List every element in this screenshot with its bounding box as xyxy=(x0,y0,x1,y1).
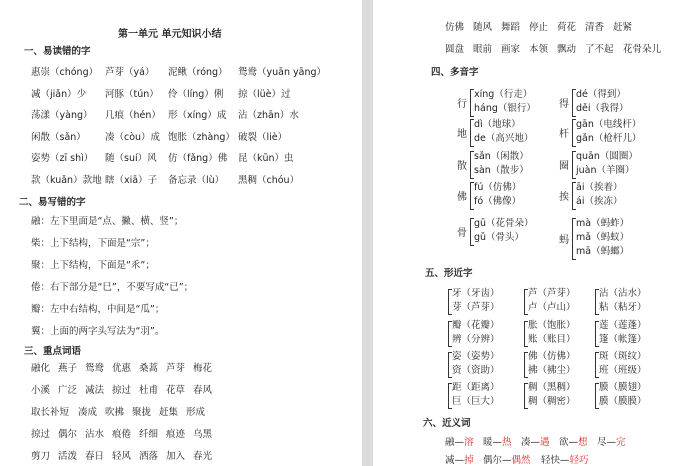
pinyin-item: 形（xíng）成 xyxy=(168,110,227,121)
vocab-word: 仿佛 xyxy=(445,22,465,33)
note-line: 聚：上下结构，下面是“乑”； xyxy=(31,260,155,271)
similar-char: 篷（帐篷） xyxy=(599,334,647,345)
dash: — xyxy=(454,455,465,466)
similar-char: 瓣（花瓣） xyxy=(452,320,500,331)
pinyin-reading: sàn（散步） xyxy=(474,165,529,176)
pinyin-item: 昆（kūn）虫 xyxy=(238,153,294,164)
pinyin-reading: xíng（行走） xyxy=(474,89,533,100)
dash: — xyxy=(502,455,512,466)
section-heading-1: 一、易读错的字 xyxy=(24,46,91,57)
polyphone-char: 骨 xyxy=(457,228,467,239)
page-title: 第一单元 单元知识小结 xyxy=(118,29,222,40)
synonym-a: 偶尔 xyxy=(483,455,503,466)
section-heading-4: 四、多音字 xyxy=(431,67,479,78)
pinyin-readings xyxy=(576,150,638,178)
pinyin-readings xyxy=(576,181,622,209)
vocab-word: 鸳鸯 xyxy=(85,363,105,374)
synonym-a: 轻快 xyxy=(541,455,561,466)
similar-char: 距（距离） xyxy=(452,382,500,393)
pinyin-item: 河豚（tún） xyxy=(105,88,159,100)
pinyin-reading: gān（电线杆） xyxy=(576,119,642,130)
pinyin-item: 饱胀（zhàng） xyxy=(168,131,235,143)
vocab-word: 芦芽 xyxy=(166,363,186,374)
pinyin-reading: ái（挨冻） xyxy=(576,196,623,207)
vocab-word: 偶尔 xyxy=(58,429,78,440)
similar-pair xyxy=(599,350,647,378)
similar-pair xyxy=(528,287,576,315)
synonym-pair xyxy=(445,455,474,466)
note-line: 翼：上面的两字头写法为“羽”。 xyxy=(31,326,165,337)
vocab-word: 停止 xyxy=(529,22,549,33)
vocab-word: 眼前 xyxy=(473,44,493,55)
pinyin-item: 破裂（liè） xyxy=(238,131,288,143)
vocab-word: 花草 xyxy=(166,385,186,396)
pinyin-reading: děi（我得） xyxy=(576,103,629,114)
pinyin-item: 芦芽（yá） xyxy=(105,67,155,78)
pinyin-reading: dì（地球） xyxy=(474,119,521,130)
vocab-word: 桑蒿 xyxy=(139,363,159,374)
similar-pair xyxy=(528,350,576,378)
vocab-word: 痕倦 xyxy=(112,429,132,440)
synonym-b: 轻巧 xyxy=(569,455,589,466)
vocab-word: 舞蹈 xyxy=(501,22,521,33)
pinyin-reading: mǎ（蚂蚁） xyxy=(576,232,630,243)
similar-char: 巨（巨大） xyxy=(452,396,500,407)
similar-pair xyxy=(452,381,500,409)
pinyin-item: 闲散（sǎn） xyxy=(31,131,86,143)
pinyin-item: 黑稠（chóu） xyxy=(238,174,300,186)
similar-char: 膜（膜翅） xyxy=(599,382,647,393)
pinyin-item: 随（suí）风 xyxy=(105,153,157,164)
vocab-word: 轻风 xyxy=(112,451,132,462)
vocab-word: 本领 xyxy=(529,44,549,55)
note-line: 倦：右下部分是“巳”，不要写成“已”； xyxy=(31,282,194,293)
pinyin-item: 荡漾（yàng） xyxy=(31,110,93,121)
vocab-word: 取长补短 xyxy=(31,407,70,418)
pinyin-reading: gū（花骨朵） xyxy=(474,218,534,229)
vocab-word: 纤细 xyxy=(139,429,159,440)
similar-char: 账（账目） xyxy=(528,334,576,345)
pinyin-item: 姿势（zī shì） xyxy=(31,153,94,164)
pinyin-item: 备忘录（lù） xyxy=(168,174,225,186)
synonym-pair xyxy=(541,455,589,466)
pinyin-item: 沾（zhān）水 xyxy=(238,110,299,121)
section-heading-6: 六、近义词 xyxy=(423,418,471,429)
pinyin-readings xyxy=(474,118,533,146)
similar-char: 粘（粘牙） xyxy=(599,302,647,313)
synonym-pair xyxy=(483,437,512,449)
pinyin-reading: sǎn（闲散） xyxy=(474,151,529,162)
similar-char: 芦（芦芽） xyxy=(528,288,576,299)
pinyin-readings xyxy=(576,88,629,116)
pinyin-item: 仿（fǎng）佛 xyxy=(168,153,228,164)
vocab-word: 沾水 xyxy=(85,429,105,440)
pinyin-item: 瞎（xiā）子 xyxy=(105,174,158,186)
pinyin-reading: mā（蚂螂） xyxy=(576,246,630,257)
vocab-word: 融化 xyxy=(31,363,51,374)
similar-pair xyxy=(599,319,647,347)
vocab-word: 凑成 xyxy=(78,407,98,418)
vocab-word: 赶紧 xyxy=(613,22,633,33)
pinyin-readings xyxy=(474,150,529,178)
polyphone-char: 挨 xyxy=(559,192,569,203)
similar-pair xyxy=(452,319,500,347)
pinyin-readings xyxy=(576,217,629,259)
section-heading-5: 五、形近字 xyxy=(425,268,473,279)
pinyin-readings xyxy=(474,88,536,116)
dash: — xyxy=(606,437,617,448)
pinyin-reading: fú（仿佛） xyxy=(474,182,522,193)
pinyin-reading: juàn（羊圈） xyxy=(576,165,635,176)
pinyin-reading: háng（银行） xyxy=(474,103,536,114)
polyphone-char: 散 xyxy=(457,161,467,172)
vocab-word: 杜甫 xyxy=(139,385,159,396)
pinyin-item: 款（kuǎn）款地 xyxy=(31,174,102,186)
vocab-word: 小溪 xyxy=(31,385,51,396)
synonym-pair xyxy=(521,437,550,449)
synonym-pair xyxy=(445,437,474,449)
vocab-word: 赶集 xyxy=(159,407,179,418)
similar-char: 拂（拂尘） xyxy=(528,365,576,376)
vocab-word: 随风 xyxy=(473,22,493,33)
vocab-word: 痕迹 xyxy=(166,429,186,440)
similar-char: 沾（沾水） xyxy=(599,288,647,299)
similar-pair xyxy=(599,381,647,409)
right-page xyxy=(373,0,679,466)
similar-char: 佛（仿佛） xyxy=(528,351,576,362)
vocab-word: 春光 xyxy=(193,451,213,462)
synonym-b: 遇 xyxy=(540,437,550,448)
pinyin-reading: quān（圆圈） xyxy=(576,151,638,162)
vocab-word: 广泛 xyxy=(58,385,78,396)
pinyin-item: 泥鳅（róng） xyxy=(168,67,228,78)
similar-pair xyxy=(528,381,576,409)
polyphone-char: 圈 xyxy=(559,161,569,172)
synonym-b: 溶 xyxy=(464,437,474,448)
vocab-word: 掠过 xyxy=(31,429,51,440)
synonym-b: 完 xyxy=(616,437,626,448)
dash: — xyxy=(454,437,465,448)
polyphone-char: 地 xyxy=(457,129,467,140)
polyphone-char: 杆 xyxy=(559,129,569,140)
vocab-word: 荷花 xyxy=(557,22,577,33)
pinyin-reading: gǔ（骨头） xyxy=(474,232,525,243)
pinyin-reading: gǎn（枪杆儿） xyxy=(576,133,642,144)
similar-pair xyxy=(452,287,500,315)
pinyin-readings xyxy=(474,217,534,245)
vocab-word: 剪刀 xyxy=(31,451,51,462)
similar-char: 资（资助） xyxy=(452,365,500,376)
similar-pair xyxy=(528,319,576,347)
vocab-word: 画家 xyxy=(501,44,521,55)
vocab-word: 春日 xyxy=(85,451,105,462)
pinyin-reading: de（高兴地） xyxy=(474,133,534,144)
synonym-pair xyxy=(559,437,588,449)
vocab-word: 加入 xyxy=(166,451,186,462)
similar-char: 辨（分辨） xyxy=(452,334,500,345)
synonym-a: 尽 xyxy=(597,437,607,448)
vocab-word: 活泼 xyxy=(58,451,78,462)
pinyin-readings xyxy=(576,118,641,146)
pinyin-item: 掠（lüè）过 xyxy=(238,88,291,100)
similar-char: 姿（姿势） xyxy=(452,351,500,362)
pinyin-item: 凑（còu）成 xyxy=(105,131,161,143)
note-line: 柴：上下结构，下面是“宗”； xyxy=(31,238,155,249)
vocab-word: 花骨朵儿 xyxy=(623,44,662,55)
pinyin-item: 伶（líng）俐 xyxy=(168,88,224,100)
vocab-word: 乌黑 xyxy=(193,429,213,440)
polyphone-char: 行 xyxy=(457,99,467,110)
similar-char: 卢（卢山） xyxy=(528,302,576,313)
vocab-word: 优惠 xyxy=(112,363,132,374)
note-line: 融：左下里面是“点、撇、横、竖”； xyxy=(31,216,184,227)
vocab-word: 春风 xyxy=(193,385,213,396)
dash: — xyxy=(492,437,503,448)
vocab-word: 洒落 xyxy=(139,451,159,462)
dash: — xyxy=(568,437,579,448)
section-heading-3: 三、重点词语 xyxy=(24,346,82,357)
similar-char: 膜（膜膜） xyxy=(599,396,647,407)
polyphone-char: 蚂 xyxy=(559,235,569,246)
vocab-word: 圆盘 xyxy=(445,44,465,55)
synonym-b: 热 xyxy=(502,437,512,448)
similar-char: 稠（黑稠） xyxy=(528,382,576,393)
pinyin-reading: dé（得到） xyxy=(576,89,626,100)
synonym-a: 欲 xyxy=(559,437,569,448)
pinyin-item: 减（jiǎn）少 xyxy=(31,88,87,100)
similar-char: 稠（稠密） xyxy=(528,396,576,407)
pinyin-reading: mà（蚂蚱） xyxy=(576,218,630,229)
synonym-b: 想 xyxy=(578,437,588,448)
pinyin-item: 几痕（hén） xyxy=(105,110,161,121)
vocab-word: 梅花 xyxy=(193,363,213,374)
synonym-a: 减 xyxy=(445,455,455,466)
vocab-word: 形成 xyxy=(186,407,206,418)
vocab-word: 掠过 xyxy=(112,385,132,396)
similar-char: 班（班级） xyxy=(599,365,647,376)
vocab-word: 吹拂 xyxy=(105,407,125,418)
vocab-word: 燕子 xyxy=(58,363,78,374)
similar-char: 莲（莲蓬） xyxy=(599,320,647,331)
pinyin-item: 惠崇（chóng） xyxy=(31,67,99,78)
synonym-b: 掉 xyxy=(464,455,474,466)
vocab-word: 飘动 xyxy=(557,44,577,55)
similar-char: 牙（牙齿） xyxy=(452,288,500,299)
similar-pair xyxy=(599,287,647,315)
vocab-word: 清香 xyxy=(585,22,605,33)
synonym-a: 凑 xyxy=(521,437,531,448)
similar-char: 芽（芦芽） xyxy=(452,302,500,313)
polyphone-char: 得 xyxy=(559,99,569,110)
note-line: 瓣：左中右结构，中间是“瓜”； xyxy=(31,304,165,315)
pinyin-item: 鸳鸯（yuān yāng） xyxy=(238,67,327,78)
vocab-word: 了不起 xyxy=(585,44,614,55)
synonym-a: 融 xyxy=(445,437,455,448)
vocab-word: 聚拢 xyxy=(132,407,152,418)
similar-char: 胀（饱胀） xyxy=(528,320,576,331)
pinyin-reading: āi（挨着） xyxy=(576,182,623,193)
similar-pair xyxy=(452,350,500,378)
synonym-b: 偶然 xyxy=(511,455,531,466)
synonym-a: 暖 xyxy=(483,437,493,448)
vocab-word: 减法 xyxy=(85,385,105,396)
synonym-pair xyxy=(483,455,531,466)
pinyin-reading: fó（佛像） xyxy=(474,196,522,207)
dash: — xyxy=(560,455,570,466)
dash: — xyxy=(530,437,541,448)
pinyin-readings xyxy=(474,181,521,209)
similar-char: 斑（斑纹） xyxy=(599,351,647,362)
polyphone-char: 佛 xyxy=(457,192,467,203)
synonym-pair xyxy=(597,437,626,449)
section-heading-2: 二、易写错的字 xyxy=(19,197,86,208)
